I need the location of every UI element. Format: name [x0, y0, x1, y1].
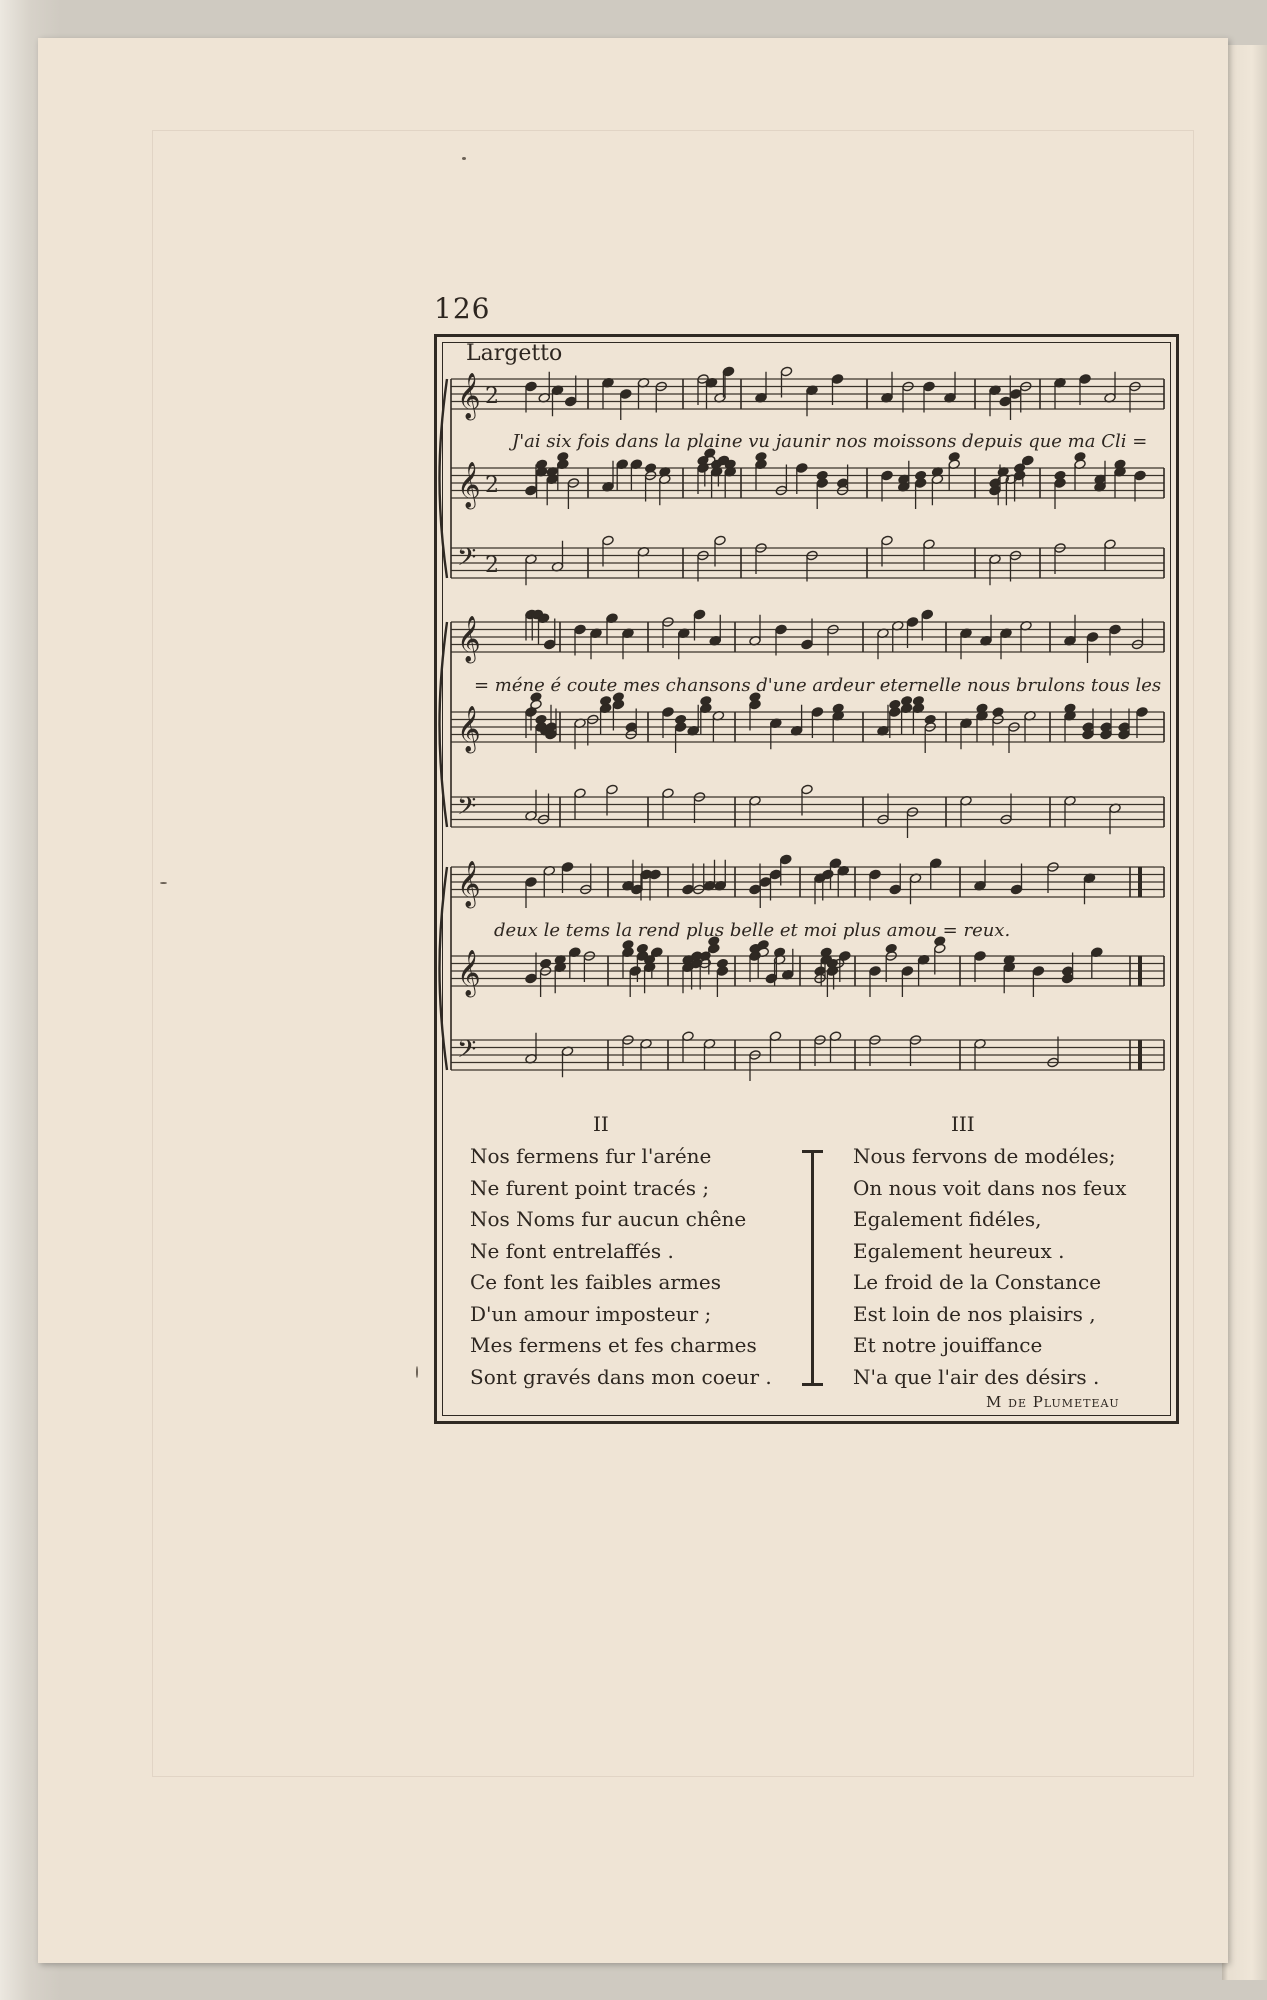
- bass-clef: 𝄢: [457, 1035, 477, 1070]
- chord-note-head: [924, 714, 936, 725]
- verse-line: Nous fervons de modéles;: [853, 1144, 1116, 1168]
- verse-line: Egalement fidéles,: [853, 1207, 1042, 1231]
- note-head: [682, 884, 694, 895]
- treble-clef: 𝄞: [457, 861, 481, 907]
- chord-note-head: [755, 451, 767, 462]
- chord-note-head: [1118, 722, 1130, 733]
- verse-line: Nos fermens fur l'aréne: [470, 1144, 712, 1168]
- notes: [525, 366, 1148, 1081]
- note-head: [565, 396, 577, 407]
- verse-line: Egalement heureux .: [853, 1238, 1065, 1263]
- note-head: [525, 973, 537, 984]
- treble-clef: 𝄞: [457, 616, 481, 662]
- note-head: [974, 951, 986, 962]
- verse-line: N'a que l'air des désirs .: [853, 1364, 1100, 1389]
- chord-note-head: [1082, 722, 1094, 733]
- chord-note-head: [816, 470, 828, 481]
- note-head: [775, 624, 787, 635]
- note-head: [881, 470, 893, 481]
- note-head: [749, 884, 761, 895]
- verse-line: Nos Noms fur aucun chêne: [470, 1207, 747, 1231]
- note-head: [693, 609, 705, 620]
- treble-clef: 𝄞: [457, 950, 481, 996]
- chord-note-head: [900, 695, 912, 706]
- note-head: [662, 707, 674, 718]
- note-head: [649, 869, 661, 880]
- treble-clef: 𝄞: [457, 462, 481, 508]
- stanza-number-ii: II: [593, 1112, 609, 1136]
- system-brace: [440, 622, 448, 827]
- chord-note-head: [599, 695, 611, 706]
- stanza-ii: [470, 1141, 772, 1393]
- note-head: [796, 463, 808, 474]
- note-head: [525, 485, 537, 496]
- note-head: [629, 966, 641, 977]
- note-head: [869, 869, 881, 880]
- chord-note-head: [535, 714, 547, 725]
- chord-note-head: [539, 958, 551, 969]
- note-head: [1009, 389, 1021, 400]
- page-number: 126: [434, 292, 491, 325]
- chord-note-head: [674, 714, 686, 725]
- chord-note-head: [889, 699, 901, 710]
- note-head: [1086, 632, 1098, 643]
- verse-line: Le froid de la Constance: [853, 1270, 1102, 1294]
- note-head: [620, 389, 632, 400]
- note-head: [923, 381, 935, 392]
- chord-note-head: [1061, 966, 1073, 977]
- system-brace: [440, 867, 448, 1070]
- note-head: [901, 966, 913, 977]
- note-head: [525, 877, 537, 888]
- note-head: [1032, 966, 1044, 977]
- system-brace: [440, 379, 448, 578]
- chord-note-head: [644, 463, 656, 474]
- verse-line: Et notre jouiffance: [853, 1333, 1043, 1357]
- stanza-divider: [811, 1150, 814, 1386]
- chord-note-head: [836, 478, 848, 489]
- chord-note-head: [1074, 451, 1086, 462]
- note-head: [525, 381, 537, 392]
- bass-clef: 𝄢: [457, 543, 477, 578]
- chord-note-head: [636, 943, 648, 954]
- note-head: [780, 854, 792, 865]
- bass-clef: 𝄢: [457, 792, 477, 827]
- chord-note-head: [1100, 722, 1112, 733]
- note-head: [831, 374, 843, 385]
- note-head: [544, 639, 556, 650]
- system-braces: [440, 379, 448, 1070]
- time-signature: 2: [485, 473, 499, 498]
- note-head: [1134, 470, 1146, 481]
- note-head: [1079, 374, 1091, 385]
- note-head: [780, 366, 792, 377]
- verse-line: Ne furent point tracés ;: [470, 1175, 710, 1200]
- note-head: [606, 784, 618, 795]
- stanza-number-iii: III: [951, 1112, 975, 1136]
- chord-note-head: [885, 943, 897, 954]
- verse-line: Sont gravés dans mon coeur .: [470, 1364, 772, 1389]
- chord-note-head: [814, 966, 826, 977]
- time-signature: 2: [485, 384, 499, 409]
- clefs: [457, 373, 499, 1070]
- chord-note-head: [557, 451, 569, 462]
- note-head: [906, 617, 918, 628]
- note-head: [889, 884, 901, 895]
- verse-line: Mes fermens et fes charmes: [470, 1333, 757, 1357]
- chord-note-head: [948, 451, 960, 462]
- note-head: [561, 862, 573, 873]
- chord-note-head: [700, 695, 712, 706]
- note-head: [1010, 884, 1022, 895]
- stanza-iii: [853, 1141, 1126, 1393]
- treble-clef: 𝄞: [457, 373, 481, 419]
- note-head: [714, 535, 726, 546]
- note-head: [999, 396, 1011, 407]
- note-head: [574, 624, 586, 635]
- chord-note-head: [699, 951, 711, 962]
- note-head: [1136, 707, 1148, 718]
- note-head: [811, 707, 823, 718]
- note-head: [921, 609, 933, 620]
- chord-note-head: [625, 722, 637, 733]
- note-head: [1022, 455, 1034, 466]
- author-credit: M de Plumeteau: [986, 1393, 1120, 1411]
- lyrics-system-1: J'ai six fois dans la plaine vu jaunir nos moissons depuis que ma Cli =: [512, 431, 1148, 452]
- note-head: [765, 973, 777, 984]
- chord-note-head: [992, 707, 1004, 718]
- note-head: [801, 784, 813, 795]
- chord-note-head: [912, 695, 924, 706]
- note-head: [881, 535, 893, 546]
- verse-line: D'un amour imposteur ;: [470, 1301, 712, 1326]
- chord-note-head: [716, 958, 728, 969]
- chord-note-head: [1054, 470, 1066, 481]
- note-head: [722, 366, 734, 377]
- lyrics-system-3: deux le tems la rend plus belle et moi plus amou = reux.: [494, 920, 1011, 941]
- treble-clef: 𝄞: [457, 706, 481, 752]
- time-signature: 2: [485, 553, 499, 578]
- note-head: [869, 966, 881, 977]
- verse-line: Ce font les faibles armes: [470, 1270, 721, 1294]
- tempo-marking: Largetto: [466, 341, 563, 366]
- verse-line: Est loin de nos plaisirs ,: [853, 1301, 1096, 1326]
- note-head: [759, 877, 771, 888]
- lyrics-system-2: = méne é coute mes chansons d'une ardeur eternelle nous brulons tous les: [474, 675, 1162, 696]
- verse-line: Ne font entrelaffés .: [470, 1238, 674, 1263]
- note-head: [769, 869, 781, 880]
- note-head: [602, 535, 614, 546]
- chord-note-head: [914, 470, 926, 481]
- verse-line: On nous voit dans nos feux: [853, 1175, 1127, 1200]
- chord-note-head: [622, 939, 634, 950]
- note-head: [1109, 624, 1121, 635]
- note-head: [801, 639, 813, 650]
